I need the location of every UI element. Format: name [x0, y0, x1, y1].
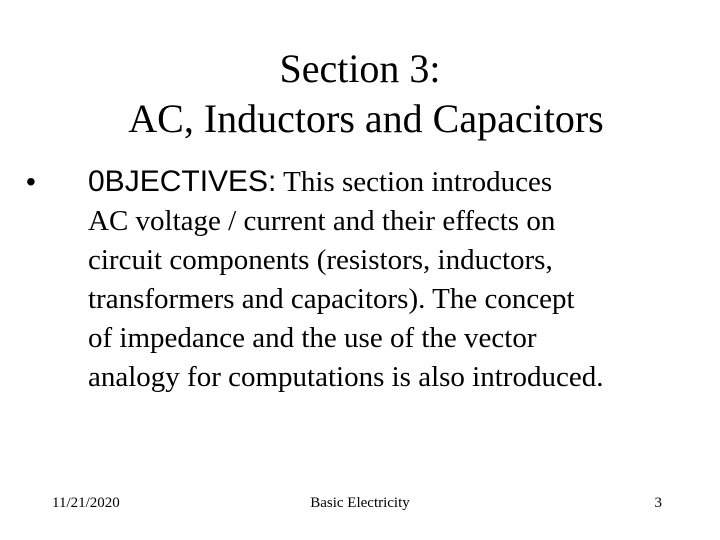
footer-date: 11/21/2020 [52, 495, 120, 511]
bullet-point: • [26, 166, 36, 197]
objectives-line: analogy for computations is also introduced. [88, 361, 604, 393]
page-number: 3 [654, 495, 662, 511]
objectives-label: 0BJECTIVES: [88, 165, 277, 198]
objectives-line: transformers and capacitors). The concept [88, 283, 575, 315]
objectives-line: of impedance and the use of the vector [88, 322, 537, 354]
slide-title [0, 44, 720, 144]
objectives-line: This section introduces [276, 166, 553, 198]
title-line-2: AC, Inductors and Capacitors [128, 96, 604, 141]
objectives-bullet [26, 162, 706, 397]
title-line-1: Section 3: [279, 46, 441, 91]
objectives-text [88, 162, 706, 397]
objectives-line: circuit components (resistors, inductors, [88, 244, 553, 276]
objectives-line: AC voltage / current and their effects on [88, 205, 556, 237]
footer-title: Basic Electricity [310, 495, 410, 511]
